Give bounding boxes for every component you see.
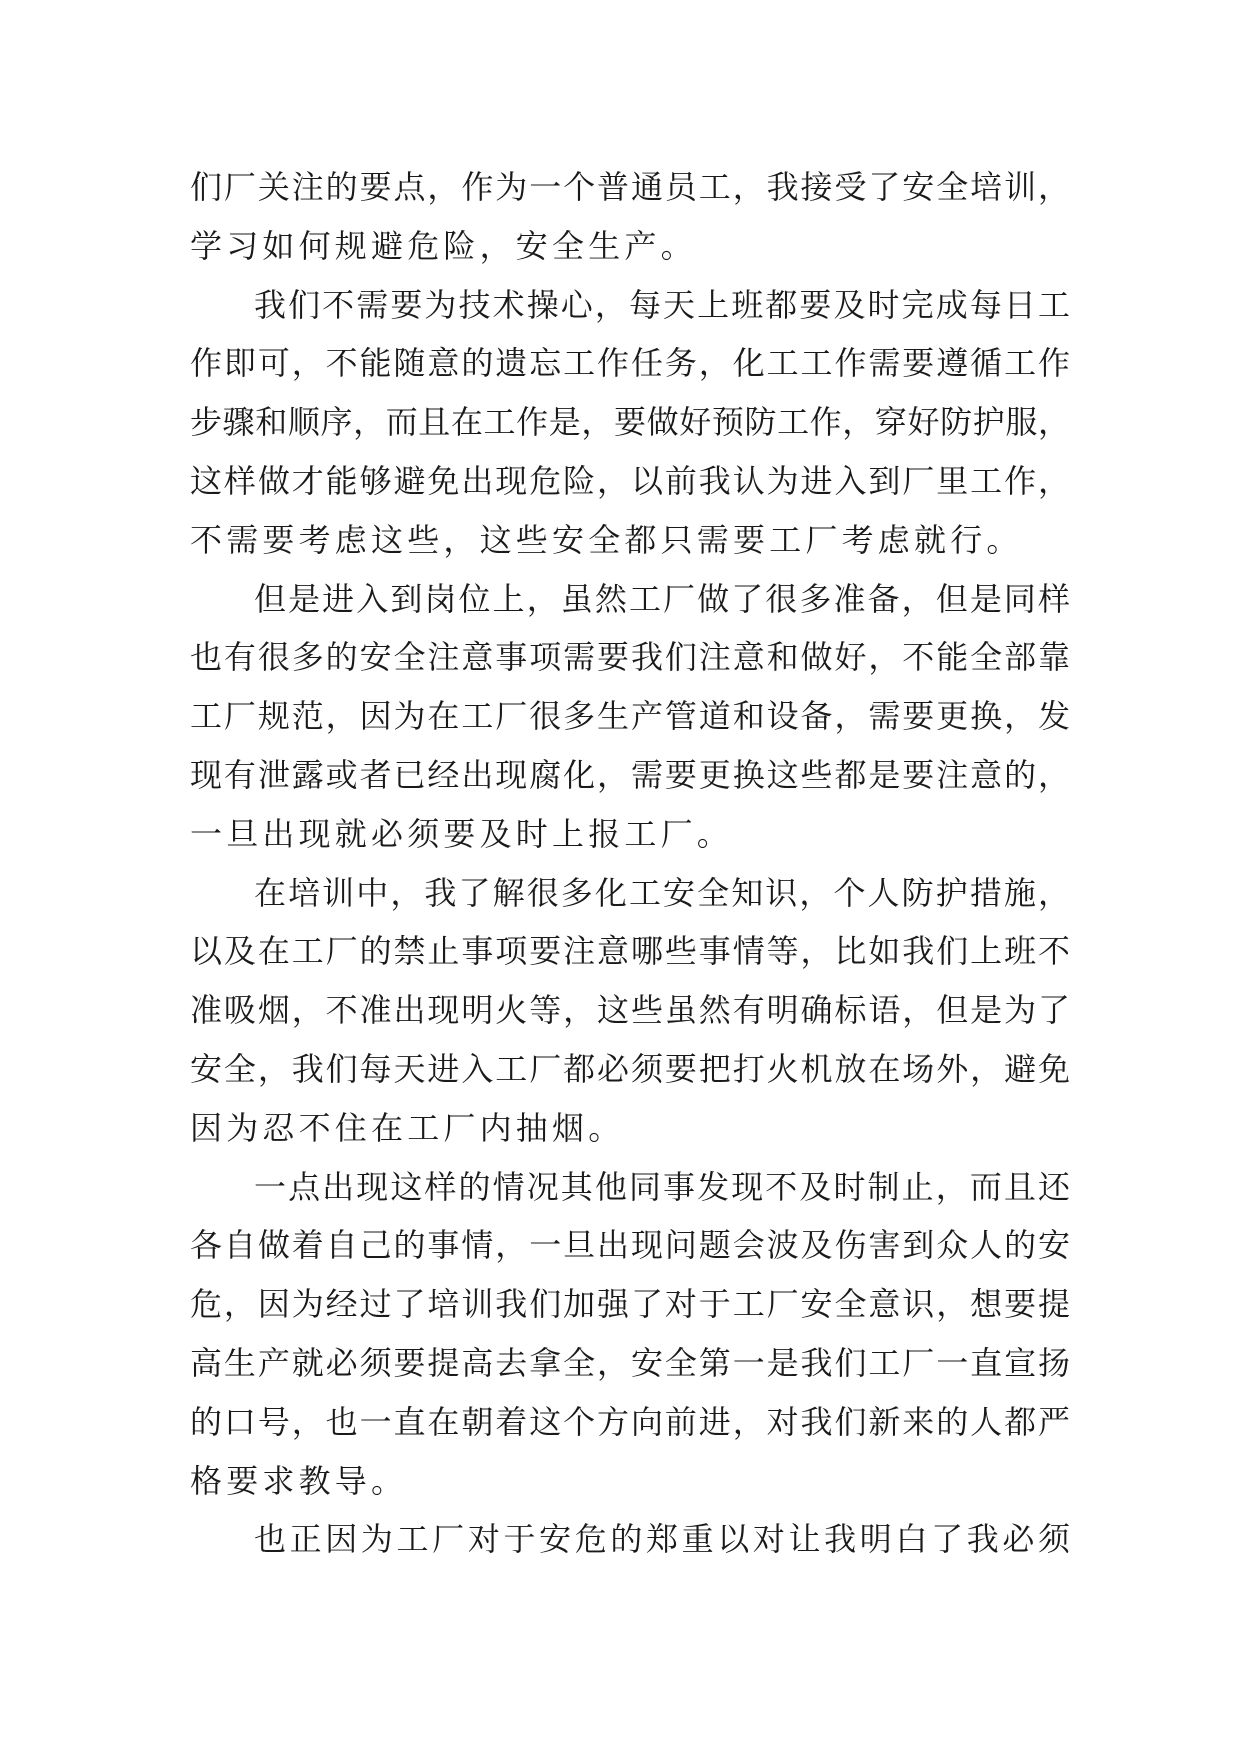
text-line: 安全，我们每天进入工厂都必须要把打火机放在场外，避免 (190, 1049, 1070, 1088)
text-line: 以及在工厂的禁止事项要注意哪些事情等，比如我们上班不 (190, 932, 1070, 971)
paragraph-5 (190, 1158, 1070, 1511)
text-line: 我们不需要为技术操心，每天上班都要及时完成每日工 (254, 285, 1070, 324)
text-line: 现有泄露或者已经出现腐化，需要更换这些都是要注意的， (190, 755, 1070, 794)
paragraph-4 (190, 864, 1070, 1158)
text-line: 因为忍不住在工厂内抽烟。 (190, 1108, 625, 1147)
text-line: 的口号，也一直在朝着这个方向前进，对我们新来的人都严 (190, 1402, 1070, 1441)
text-line: 准吸烟，不准出现明火等，这些虽然有明确标语，但是为了 (190, 991, 1070, 1030)
text-line: 一旦出现就必须要及时上报工厂。 (190, 814, 734, 853)
text-line: 格要求教导。 (190, 1461, 408, 1500)
text-line: 高生产就必须要提高去拿全，安全第一是我们工厂一直宣扬 (190, 1343, 1070, 1382)
text-line: 工厂规范，因为在工厂很多生产管道和设备，需要更换，发 (190, 697, 1070, 736)
text-line: 们厂关注的要点，作为一个普通员工，我接受了安全培训， (190, 168, 1070, 206)
text-line: 但是进入到岗位上，虽然工厂做了很多准备，但是同样 (254, 579, 1070, 618)
paragraph-2 (190, 276, 1070, 570)
text-line: 危，因为经过了培训我们加强了对于工厂安全意识，想要提 (190, 1285, 1070, 1324)
paragraph-6 (190, 1510, 1070, 1569)
text-line: 步骤和顺序，而且在工作是，要做好预防工作，穿好防护服， (190, 403, 1070, 442)
text-line: 各自做着自己的事情，一旦出现问题会波及伤害到众人的安 (190, 1226, 1070, 1265)
paragraph-1 (190, 158, 1070, 276)
text-line: 也有很多的安全注意事项需要我们注意和做好，不能全部靠 (190, 638, 1070, 677)
document-body (190, 158, 1070, 1569)
text-line: 一点出现这样的情况其他同事发现不及时制止，而且还 (254, 1167, 1070, 1206)
text-line: 学习如何规避危险，安全生产。 (190, 226, 697, 265)
paragraph-3 (190, 570, 1070, 864)
text-line: 作即可，不能随意的遗忘工作任务，化工工作需要遵循工作 (190, 344, 1070, 383)
text-line: 也正因为工厂对于安危的郑重以对让我明白了我必须 (254, 1520, 1070, 1559)
text-line: 在培训中，我了解很多化工安全知识，个人防护措施， (254, 873, 1070, 912)
text-line: 不需要考虑这些，这些安全都只需要工厂考虑就行。 (190, 520, 1023, 559)
text-line: 这样做才能够避免出现危险，以前我认为进入到厂里工作， (190, 461, 1070, 500)
